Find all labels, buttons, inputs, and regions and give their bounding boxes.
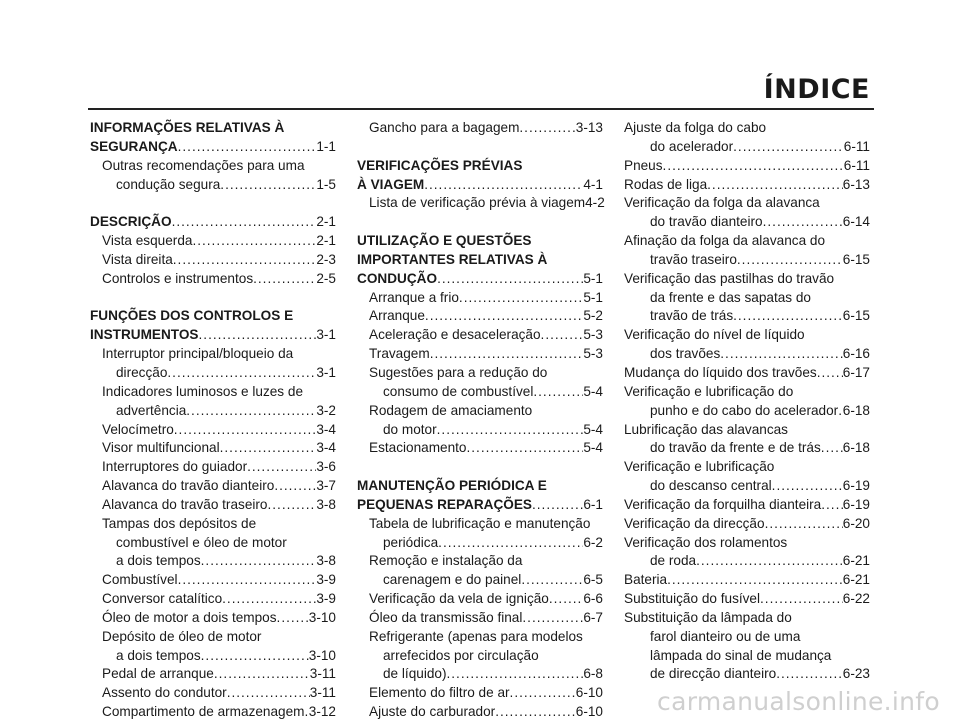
toc-entry[interactable] xyxy=(90,665,336,684)
toc-entry[interactable] xyxy=(90,176,336,195)
toc-entry-title: Tampas dos depósitos de xyxy=(102,515,257,531)
toc-entry-title: Alavanca do travão dianteiro xyxy=(102,478,275,494)
toc-entry-title: Verificação das pastilhas do travão xyxy=(624,270,835,286)
toc-page-number: 6-14 xyxy=(842,214,870,230)
toc-entry-title: Refrigerante (apenas para modelos xyxy=(369,628,583,644)
toc-page-number: 4-1 xyxy=(583,176,603,192)
toc-page-number: 5-1 xyxy=(583,289,603,305)
toc-entry[interactable] xyxy=(357,194,603,213)
toc-page-number: 3-1 xyxy=(316,327,336,343)
toc-page-number: 5-3 xyxy=(583,327,603,343)
toc-page-number: 6-20 xyxy=(842,515,870,531)
toc-entry-title: Ajuste da folga do cabo xyxy=(624,120,767,135)
dot-leader xyxy=(201,552,317,571)
toc-page-number: 6-5 xyxy=(583,572,603,588)
toc-spacer xyxy=(357,213,603,232)
toc-entry-title: Lista de verificação prévia à viagem xyxy=(369,195,586,211)
dot-leader xyxy=(214,665,310,684)
toc-entry-line xyxy=(90,383,336,402)
toc-entry-title: DESCRIÇÃO xyxy=(90,214,172,230)
toc-entry-title: PEQUENAS REPARAÇÕES xyxy=(357,496,532,512)
toc-entry-line xyxy=(624,628,870,647)
dot-leader xyxy=(519,119,575,138)
toc-page-number: 3-9 xyxy=(316,591,336,607)
toc-entry-title: dos travões xyxy=(650,346,721,362)
dot-leader xyxy=(707,176,843,195)
dot-leader xyxy=(765,515,843,534)
toc-entry-title: Óleo de motor a dois tempos xyxy=(102,609,277,625)
toc-entry-title: a dois tempos xyxy=(116,647,201,663)
toc-entry-title: Interruptor principal/bloqueio da xyxy=(102,346,294,362)
toc-entry[interactable] xyxy=(624,176,870,195)
dot-leader xyxy=(446,665,583,684)
toc-entry-title: Depósito de óleo de motor xyxy=(102,628,262,644)
toc-page-number: 6-2 xyxy=(583,534,603,550)
toc-entry-title: lâmpada do sinal de mudança xyxy=(650,647,832,663)
dot-leader xyxy=(772,477,843,496)
toc-page-number: 3-6 xyxy=(316,459,336,475)
toc-entry-line xyxy=(624,609,870,628)
toc-entry-title: advertência xyxy=(116,402,187,418)
toc-entry-title: Vista direita xyxy=(102,251,173,267)
toc-entry[interactable] xyxy=(90,213,336,232)
toc-section-heading: VERIFICAÇÕES PRÉVIAS xyxy=(357,157,523,173)
toc-page-number: 6-13 xyxy=(842,176,870,192)
dot-leader xyxy=(763,213,843,232)
dot-leader xyxy=(201,647,309,666)
toc-entry-title: Aceleração e desaceleração xyxy=(369,327,541,343)
toc-entry[interactable] xyxy=(90,684,336,703)
toc-page-number: 3-4 xyxy=(316,440,336,456)
toc-page-number: 3-1 xyxy=(316,364,336,380)
toc-page-number: 2-5 xyxy=(316,270,336,286)
dot-leader xyxy=(733,307,843,326)
toc-entry[interactable] xyxy=(357,590,603,609)
toc-entry[interactable] xyxy=(357,439,603,458)
toc-page-number: 2-3 xyxy=(316,251,336,267)
dot-leader xyxy=(247,458,316,477)
toc-page-number: 1-1 xyxy=(316,138,336,154)
dot-leader xyxy=(821,439,843,458)
toc-entry-title: Interruptores do guiador xyxy=(102,459,248,475)
toc-entry-title: do motor xyxy=(383,421,437,437)
toc-page-number: 6-19 xyxy=(842,496,870,512)
dot-leader xyxy=(737,251,843,270)
toc-entry-line xyxy=(357,515,603,534)
dot-leader xyxy=(178,571,317,590)
dot-leader xyxy=(760,590,843,609)
toc-entry-title: Estacionamento xyxy=(369,440,467,456)
toc-entry-title: Vista esquerda xyxy=(102,233,193,249)
toc-entry-title: Alavanca do travão traseiro xyxy=(102,496,268,512)
toc-entry-title: Pedal de arranque xyxy=(102,666,214,682)
toc-page-number: 5-4 xyxy=(583,383,603,399)
toc-page-number: 3-11 xyxy=(309,666,336,682)
toc-page-number: 6-18 xyxy=(842,440,870,456)
dot-leader xyxy=(533,383,583,402)
toc-entry-line xyxy=(357,364,603,383)
toc-entry-line xyxy=(357,552,603,571)
toc-entry-title: Bateria xyxy=(624,572,668,588)
toc-page-number: 6-21 xyxy=(842,553,870,569)
toc-column-2 xyxy=(357,119,603,722)
toc-spacer xyxy=(357,458,603,477)
toc-entry-title: Arranque xyxy=(369,308,425,324)
toc-page-number: 5-2 xyxy=(583,308,603,324)
dot-leader xyxy=(532,496,583,515)
toc-page-number: 6-19 xyxy=(842,478,870,494)
toc-page-number: 3-10 xyxy=(308,609,336,625)
toc-entry[interactable] xyxy=(624,364,870,383)
toc-entry[interactable] xyxy=(90,609,336,628)
dot-leader xyxy=(178,138,317,157)
toc-entry-line xyxy=(90,628,336,647)
toc-page-number: 3-12 xyxy=(308,704,336,720)
toc-entry-title: Ajuste do carburador xyxy=(369,704,496,720)
toc-page-number: 6-10 xyxy=(575,704,603,720)
toc-entry[interactable] xyxy=(357,383,603,402)
toc-page-number: 3-8 xyxy=(316,553,336,569)
toc-page-number: 4-2 xyxy=(585,195,605,211)
toc-entry[interactable] xyxy=(357,496,603,515)
toc-entry-title: farol dianteiro ou de uma xyxy=(650,628,801,644)
toc-page-number: 6-11 xyxy=(843,157,870,173)
toc-entry[interactable] xyxy=(624,590,870,609)
toc-spacer xyxy=(90,194,336,213)
toc-page-number: 3-9 xyxy=(316,572,336,588)
toc-entry-title: Afinação da folga da alavanca do xyxy=(624,233,826,249)
toc-entry-title: da frente e das sapatas do xyxy=(650,289,811,305)
toc-section-heading: IMPORTANTES RELATIVAS À xyxy=(357,251,548,267)
dot-leader xyxy=(733,138,844,157)
toc-entry[interactable] xyxy=(90,458,336,477)
toc-entry[interactable] xyxy=(357,665,603,684)
toc-entry-title: Velocímetro xyxy=(102,421,174,437)
dot-leader xyxy=(267,496,316,515)
toc-section-heading: MANUTENÇÃO PERIÓDICA E xyxy=(357,478,547,494)
dot-leader xyxy=(192,232,316,251)
dot-leader xyxy=(459,289,583,308)
toc-entry[interactable] xyxy=(624,571,870,590)
toc-entry-title: punho e do cabo do acelerador xyxy=(650,402,839,418)
toc-entry-line xyxy=(624,647,870,666)
dot-leader xyxy=(227,684,310,703)
dot-leader xyxy=(495,703,576,722)
toc-column-3 xyxy=(624,119,870,684)
toc-entry[interactable] xyxy=(90,402,336,421)
toc-entry-title: do travão dianteiro xyxy=(650,214,763,230)
toc-entry-line xyxy=(624,119,870,138)
toc-entry[interactable] xyxy=(90,477,336,496)
toc-entry[interactable] xyxy=(357,289,603,308)
toc-entry-title: Indicadores luminosos e luzes de xyxy=(102,383,303,399)
dot-leader xyxy=(274,477,316,496)
toc-entry[interactable] xyxy=(624,157,870,176)
dot-leader xyxy=(199,326,317,345)
toc-entry[interactable] xyxy=(90,590,336,609)
toc-entry-title: Conversor catalítico xyxy=(102,591,223,607)
toc-entry-title: Visor multifuncional xyxy=(102,440,220,456)
dot-leader xyxy=(437,270,583,289)
toc-page-number: 6-18 xyxy=(842,402,870,418)
toc-entry-title: CONDUÇÃO xyxy=(357,270,438,286)
toc-entry-title: a dois tempos xyxy=(116,553,201,569)
toc-entry-title: SEGURANÇA xyxy=(90,138,178,154)
toc-entry[interactable] xyxy=(90,270,336,289)
toc-page-number: 6-11 xyxy=(843,138,870,154)
toc-entry[interactable] xyxy=(90,496,336,515)
toc-entry[interactable] xyxy=(624,496,870,515)
toc-entry[interactable] xyxy=(90,251,336,270)
dot-leader xyxy=(172,213,317,232)
toc-entry-title: Arranque a frio xyxy=(369,289,459,305)
toc-page-number: 6-8 xyxy=(583,666,603,682)
toc-page-number: 6-17 xyxy=(842,364,870,380)
toc-entry-title: Assento do condutor xyxy=(102,685,227,701)
toc-entry-title: Elemento do filtro de ar xyxy=(369,685,510,701)
toc-page-number: 6-1 xyxy=(583,496,603,512)
toc-entry[interactable] xyxy=(624,477,870,496)
toc-entry-title: Controlos e instrumentos xyxy=(102,270,254,286)
toc-entry-title: combustível e óleo de motor xyxy=(116,534,287,550)
toc-entry-title: Verificação da vela de ignição xyxy=(369,591,549,607)
dot-leader xyxy=(425,307,583,326)
toc-entry-line xyxy=(624,232,870,251)
toc-entry[interactable] xyxy=(90,364,336,383)
toc-section-heading: INFORMAÇÕES RELATIVAS À xyxy=(90,120,285,135)
toc-page-number: 2-1 xyxy=(316,233,336,249)
dot-leader xyxy=(821,496,843,515)
toc-entry-title: de direcção dianteiro xyxy=(650,666,777,682)
toc-entry[interactable] xyxy=(90,571,336,590)
dot-leader xyxy=(541,326,584,345)
toc-entry-title: Verificação da folga da alavanca xyxy=(624,195,820,211)
toc-entry[interactable] xyxy=(624,138,870,157)
dot-leader xyxy=(510,684,576,703)
toc-page-number: 3-13 xyxy=(575,120,603,135)
toc-entry-line xyxy=(357,402,603,421)
dot-leader xyxy=(720,345,843,364)
toc-page-number: 6-21 xyxy=(842,572,870,588)
toc-entry[interactable] xyxy=(90,421,336,440)
toc-spacer xyxy=(90,289,336,308)
dot-leader xyxy=(277,609,309,628)
toc-entry[interactable] xyxy=(357,421,603,440)
dot-leader xyxy=(220,439,317,458)
toc-entry-line xyxy=(357,628,603,647)
toc-entry[interactable] xyxy=(624,213,870,232)
toc-page-number: 3-7 xyxy=(316,478,336,494)
toc-entry-line xyxy=(624,534,870,553)
toc-entry[interactable] xyxy=(357,326,603,345)
toc-page-number: 5-4 xyxy=(583,440,603,456)
toc-entry-line xyxy=(90,515,336,534)
toc-entry-title: Sugestões para a redução do xyxy=(369,364,548,380)
toc-entry[interactable] xyxy=(624,307,870,326)
toc-page-number: 2-1 xyxy=(316,214,336,230)
toc-entry-title: do acelerador xyxy=(650,138,734,154)
toc-page-number: 6-16 xyxy=(842,346,870,362)
toc-page-number: 6-10 xyxy=(575,685,603,701)
toc-entry-title: carenagem e do painel xyxy=(383,572,522,588)
toc-entry-line xyxy=(624,289,870,308)
dot-leader xyxy=(424,176,583,195)
dot-leader xyxy=(222,590,316,609)
toc-page-number: 3-4 xyxy=(316,421,336,437)
dot-leader xyxy=(466,439,583,458)
toc-entry-title: Verificação e lubrificação do xyxy=(624,383,794,399)
toc-entry-title: Compartimento de armazenagem xyxy=(102,704,305,720)
toc-entry[interactable] xyxy=(357,119,603,138)
watermark: carmanualsonline.info xyxy=(657,687,940,716)
toc-entry-title: do travão da frente e de trás xyxy=(650,440,821,456)
toc-column-1 xyxy=(90,119,336,722)
toc-entry[interactable] xyxy=(90,326,336,345)
toc-section-heading: UTILIZAÇÃO E QUESTÕES xyxy=(357,233,532,249)
toc-entry-title: Combustível xyxy=(102,572,178,588)
toc-entry[interactable] xyxy=(90,138,336,157)
toc-entry-title: periódica xyxy=(383,534,439,550)
toc-entry[interactable] xyxy=(357,345,603,364)
title-divider xyxy=(88,108,874,110)
toc-entry[interactable] xyxy=(90,703,336,722)
toc-entry-title: direcção xyxy=(116,364,168,380)
toc-entry-line xyxy=(624,421,870,440)
toc-entry-title: arrefecidos por circulação xyxy=(383,647,539,663)
toc-page-number: 6-7 xyxy=(583,609,603,625)
dot-leader xyxy=(220,176,316,195)
toc-entry-line xyxy=(90,157,336,176)
toc-entry-line xyxy=(90,345,336,364)
toc-spacer xyxy=(357,138,603,157)
toc-page-number: 6-22 xyxy=(842,591,870,607)
toc-entry-line xyxy=(624,270,870,289)
toc-entry[interactable] xyxy=(357,176,603,195)
toc-entry-title: Verificação da forquilha dianteira xyxy=(624,496,822,512)
dot-leader xyxy=(696,552,843,571)
page-title: ÍNDICE xyxy=(763,74,870,105)
toc-entry-title: Outras recomendações para uma xyxy=(102,157,305,173)
dot-leader xyxy=(173,251,317,270)
dot-leader xyxy=(667,571,843,590)
toc-entry[interactable] xyxy=(90,439,336,458)
toc-page-number: 6-15 xyxy=(842,308,870,324)
toc-entry[interactable] xyxy=(357,307,603,326)
toc-entry[interactable] xyxy=(90,232,336,251)
toc-entry[interactable] xyxy=(90,552,336,571)
toc-entry-title: Tabela de lubrificação e manutenção xyxy=(369,515,591,531)
toc-entry-title: travão de trás xyxy=(650,308,734,324)
toc-entry[interactable] xyxy=(357,703,603,722)
toc-entry-title: condução segura xyxy=(116,176,221,192)
toc-entry[interactable] xyxy=(357,684,603,703)
dot-leader xyxy=(167,364,316,383)
toc-entry-title: Verificação e lubrificação xyxy=(624,459,775,475)
toc-section-heading: FUNÇÕES DOS CONTROLOS E xyxy=(90,308,294,324)
toc-entry-title: Lubrificação das alavancas xyxy=(624,421,788,437)
toc-entry-title: INSTRUMENTOS xyxy=(90,327,199,343)
toc-entry-title: de roda xyxy=(650,553,697,569)
toc-page-number: 5-4 xyxy=(583,421,603,437)
toc-entry-title: Mudança do líquido dos travões xyxy=(624,364,817,380)
toc-entry[interactable] xyxy=(624,251,870,270)
dot-leader xyxy=(776,665,843,684)
toc-page-number: 3-11 xyxy=(309,685,336,701)
toc-page-number: 3-8 xyxy=(316,496,336,512)
toc-entry-title: Rodagem de amaciamento xyxy=(369,402,533,418)
dot-leader xyxy=(253,270,316,289)
toc-entry[interactable] xyxy=(357,270,603,289)
toc-entry-title: Travagem xyxy=(369,346,430,362)
toc-page-number: 6-6 xyxy=(583,591,603,607)
toc-entry-title: Pneus xyxy=(624,157,663,173)
toc-page-number: 3-2 xyxy=(316,402,336,418)
toc-page-number: 6-15 xyxy=(842,251,870,267)
toc-entry-title: Substituição do fusível xyxy=(624,591,761,607)
dot-leader xyxy=(522,609,583,628)
toc-entry[interactable] xyxy=(357,571,603,590)
toc-entry[interactable] xyxy=(624,439,870,458)
dot-leader xyxy=(437,421,584,440)
toc-entry-line xyxy=(624,458,870,477)
toc-entry-title: consumo de combustível xyxy=(383,383,534,399)
dot-leader xyxy=(438,534,583,553)
toc-entry-title: Rodas de liga xyxy=(624,176,708,192)
toc-entry[interactable] xyxy=(357,534,603,553)
dot-leader xyxy=(174,421,317,440)
toc-page-number: 6-23 xyxy=(842,666,870,682)
dot-leader xyxy=(817,364,843,383)
toc-entry-title: Gancho para a bagagem xyxy=(369,120,520,135)
dot-leader xyxy=(663,157,844,176)
toc-entry-title: À VIAGEM xyxy=(357,176,425,192)
toc-entry[interactable] xyxy=(624,345,870,364)
toc-entry-title: Verificação da direcção xyxy=(624,515,765,531)
toc-page-number: 5-1 xyxy=(583,270,603,286)
toc-entry[interactable] xyxy=(624,515,870,534)
toc-page-number: 3-10 xyxy=(308,647,336,663)
toc-page-number: 5-3 xyxy=(583,346,603,362)
dot-leader xyxy=(430,345,584,364)
toc-entry-line xyxy=(624,326,870,345)
toc-entry[interactable] xyxy=(624,402,870,421)
toc-entry-line xyxy=(624,194,870,213)
toc-entry-title: Verificação dos rolamentos xyxy=(624,534,788,550)
toc-entry-line xyxy=(90,534,336,553)
dot-leader xyxy=(521,571,583,590)
dot-leader xyxy=(186,402,316,421)
toc-entry-title: travão traseiro xyxy=(650,251,737,267)
toc-entry-title: Óleo da transmissão final xyxy=(369,609,523,625)
toc-entry[interactable] xyxy=(357,609,603,628)
toc-entry[interactable] xyxy=(624,665,870,684)
toc-entry-title: Remoção e instalação da xyxy=(369,553,523,569)
toc-entry-title: Substituição da lâmpada do xyxy=(624,609,792,625)
toc-entry-line xyxy=(624,383,870,402)
dot-leader xyxy=(549,590,583,609)
toc-entry-title: Verificação do nível de líquido xyxy=(624,327,805,343)
toc-entry-line xyxy=(357,647,603,666)
toc-page-number: 1-5 xyxy=(316,176,336,192)
toc-entry-title: de líquido) xyxy=(383,666,447,682)
toc-entry[interactable] xyxy=(624,552,870,571)
toc-entry-title: do descanso central xyxy=(650,478,772,494)
toc-entry[interactable] xyxy=(90,647,336,666)
